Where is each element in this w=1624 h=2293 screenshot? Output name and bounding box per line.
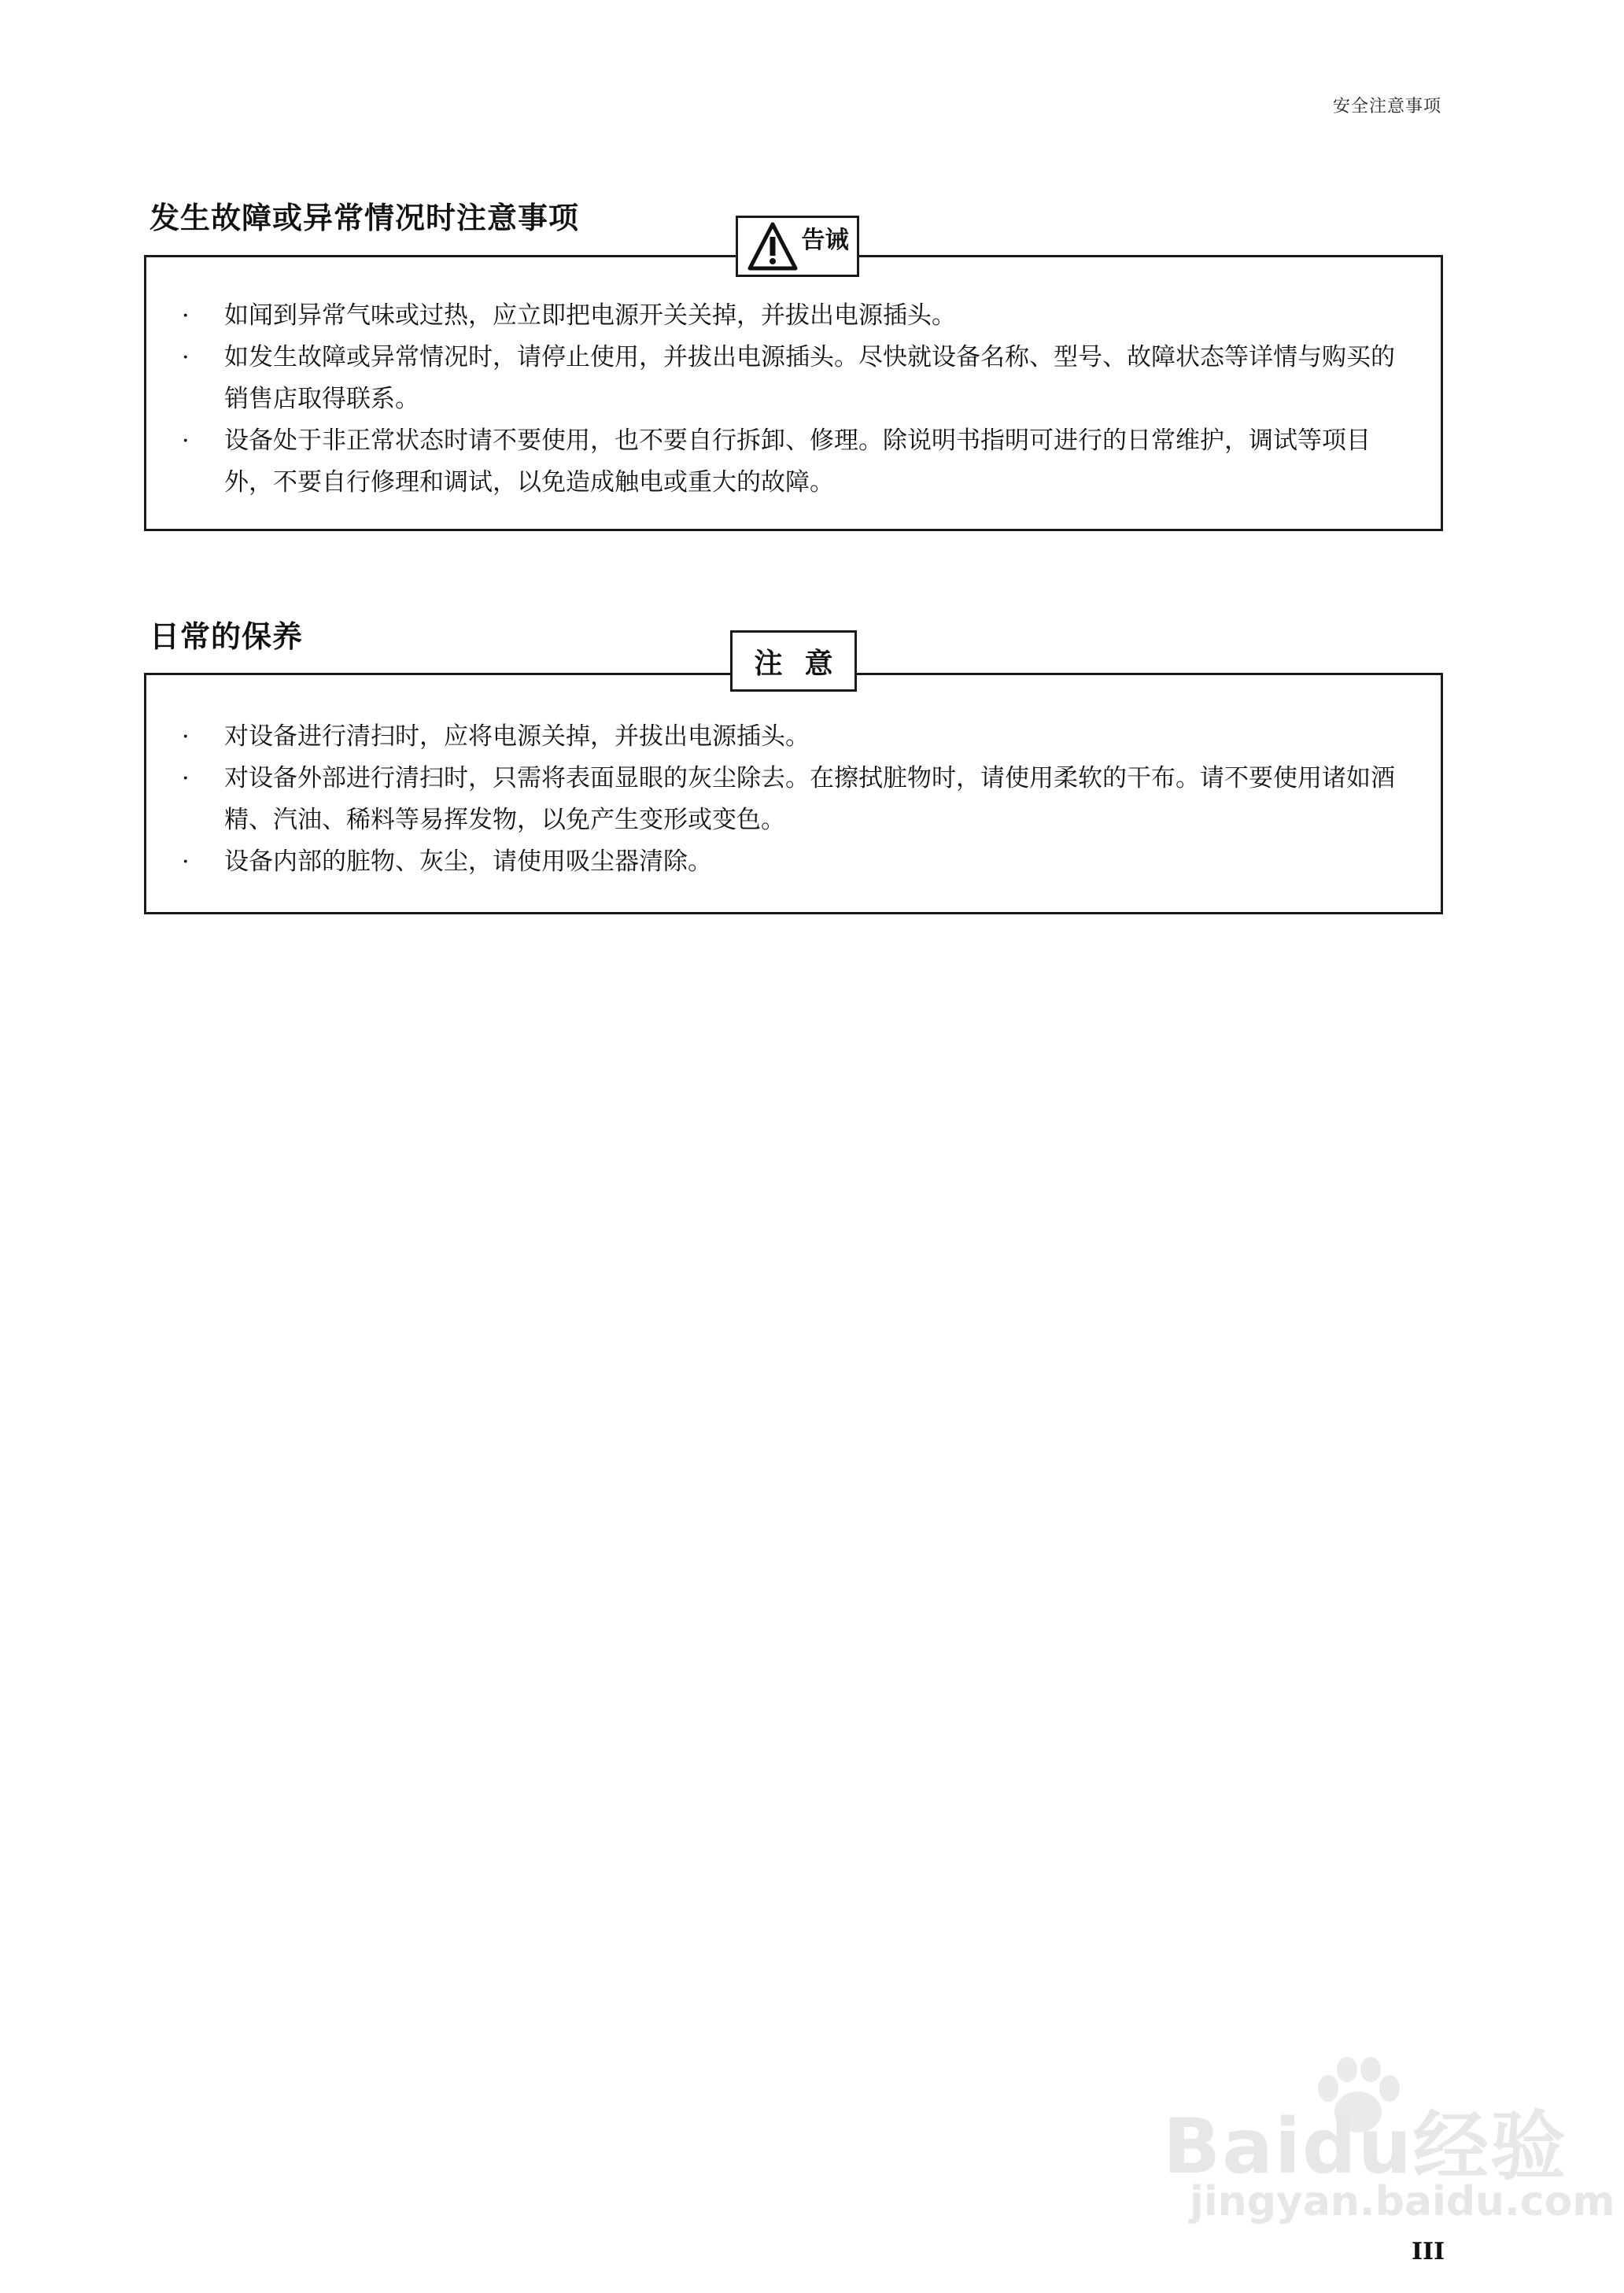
- list-item-text: 设备处于非正常状态时请不要使用，也不要自行拆卸、修理。除说明书指明可进行的日常维护，调试等项目外，不要自行修理和调试，以免造成触电或重大的故障。: [224, 426, 1371, 497]
- bullet-marker: ·: [182, 765, 190, 792]
- watermark: [1163, 2055, 1615, 2228]
- caution-badge: [730, 630, 857, 692]
- watermark-logo-text: Baidu经验: [1163, 2103, 1567, 2191]
- bullet-marker: ·: [182, 302, 190, 330]
- warning-item-list: [146, 257, 1441, 504]
- list-item: [146, 841, 1441, 883]
- bullet-marker: ·: [182, 427, 190, 455]
- list-item: [146, 337, 1441, 420]
- bullet-marker: ·: [182, 848, 190, 876]
- list-item-text: 如闻到异常气味或过热，应立即把电源开关关掉，并拔出电源插头。: [224, 301, 956, 330]
- list-item-text: 如发生故障或异常情况时，请停止使用，并拔出电源插头。尽快就设备名称、型号、故障状态等详情与购买的销售店取得联系。: [224, 343, 1395, 413]
- list-item-text: 设备内部的脏物、灰尘，请使用吸尘器清除。: [224, 847, 712, 876]
- caution-badge-label: 注意: [754, 647, 855, 680]
- section-title-malfunction: 发生故障或异常情况时注意事项: [149, 201, 580, 235]
- bullet-marker: ·: [182, 344, 190, 371]
- warning-badge-label: 告诫: [801, 227, 849, 254]
- list-item: [146, 716, 1441, 758]
- section-title-maintenance: 日常的保养: [149, 619, 304, 654]
- page-number: III: [1412, 2238, 1445, 2265]
- watermark-url: jingyan.baidu.com: [1190, 2178, 1615, 2225]
- list-item: [146, 758, 1441, 841]
- caution-notice-box: [144, 673, 1443, 914]
- warning-badge: [736, 216, 859, 277]
- warning-notice-box: [144, 255, 1443, 531]
- bullet-marker: ·: [182, 723, 190, 751]
- list-item-text: 对设备进行清扫时，应将电源关掉，并拔出电源插头。: [224, 722, 810, 751]
- caution-item-list: [146, 675, 1441, 883]
- list-item-text: 对设备外部进行清扫时，只需将表面显眼的灰尘除去。在擦拭脏物时，请使用柔软的干布。请不要使用诸如酒精、汽油、稀料等易挥发物，以免产生变形或变色。: [224, 764, 1395, 834]
- warning-triangle-icon: [747, 221, 799, 271]
- list-item: [146, 295, 1441, 337]
- list-item: [146, 420, 1441, 504]
- running-header-title: 安全注意事项: [1332, 97, 1441, 116]
